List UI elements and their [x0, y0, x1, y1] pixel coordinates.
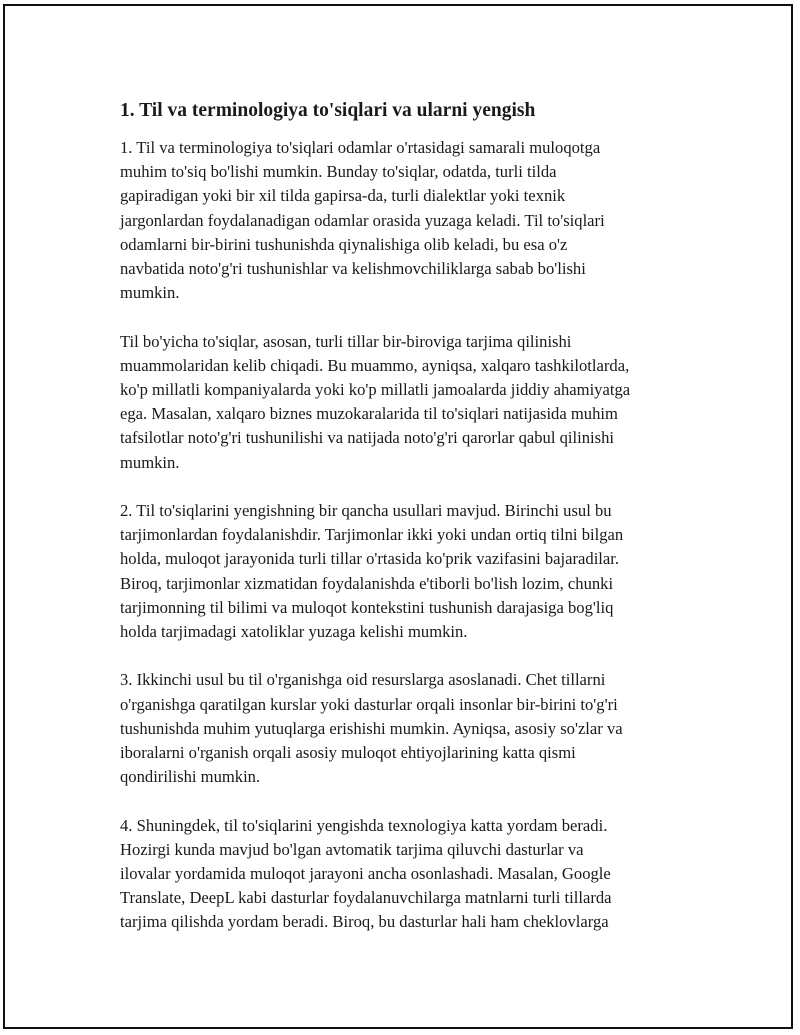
paragraph-interpreters: 2. Til to'siqlarini yengishning bir qancha usullari mavjud. Birinchi usul bu tarjimonlardan foydalanishdir. Tarjimonlar ikki yoki undan ortiq tilni bilgan holda, muloqot jarayonida turli tillar o'rtasida ko'prik vazifasini bajaradilar. Biroq, tarjimonlar xizmatidan foydalanishda e'tiborli bo'lish lozim, chunki tarjimonning til bilimi va muloqot kontekstini tushunish darajasiga bog'liq holda tarjimadagi xatoliklar yuzaga kelishi mumkin.	[120, 501, 624, 642]
document-body	[120, 98, 685, 959]
paragraph-intro: 1. Til va terminologiya to'siqlari odamlar o'rtasidagi samarali muloqotga muhim to'siq bo'lishi mumkin. Bunday to'siqlar, odatda, turli tilda gapiradigan yoki bir xil tilda gapirsa-da, turli dialektlar yoki texnik jargonlardan foydalanadigan odamlar orasida yuzaga keladi. Til to'siqlari odamlarni bir-birini tushunishda qiynalishiga olib keladi, bu esa o'z navbatida noto'g'ri tushunishlar va kelishmovchiliklarga sabab bo'lishi mumkin.	[120, 138, 605, 303]
document-page	[3, 4, 793, 1029]
document-title: 1. Til va terminologiya to'siqlari va ularni yengish	[120, 100, 536, 121]
paragraph-technology: 4. Shuningdek, til to'siqlarini yengishda texnologiya katta yordam beradi. Hozirgi kunda mavjud bo'lgan avtomatik tarjima qiluvchi dasturlar va ilovalar yordamida muloqot jarayoni ancha osonlashadi. Masalan, Google Translate, DeepL kabi dasturlar foydalanuvchilarga matnlarni turli tillarda tarjima qilishda yordam beradi. Biroq, bu dasturlar hali ham cheklovlarga	[120, 815, 612, 932]
paragraph-language-learning: 3. Ikkinchi usul bu til o'rganishga oid resurslarga asoslanadi. Chet tillarni o'rganishga qaratilgan kurslar yoki dasturlar orqali insonlar bir-birini to'g'ri tushunishda muhim yutuqlarga erishishi mumkin. Ayniqsa, asosiy so'zlar va iboralarni o'rganish orqali asosiy muloqot ehtiyojlarining katta qismi qondirilishi mumkin.	[120, 670, 623, 787]
paragraph-language-barriers: Til bo'yicha to'siqlar, asosan, turli tillar bir-biroviga tarjima qilinishi muammolaridan kelib chiqadi. Bu muammo, ayniqsa, xalqaro tashkilotlarda, ko'p millatli kompaniyalarda yoki ko'p millatli jamoalarda jiddiy ahamiyatga ega. Masalan, xalqaro biznes muzokaralarida til to'siqlari natijasida muhim tafsilotlar noto'g'ri tushunilishi va natijada noto'g'ri qarorlar qabul qilinishi mumkin.	[120, 331, 631, 472]
